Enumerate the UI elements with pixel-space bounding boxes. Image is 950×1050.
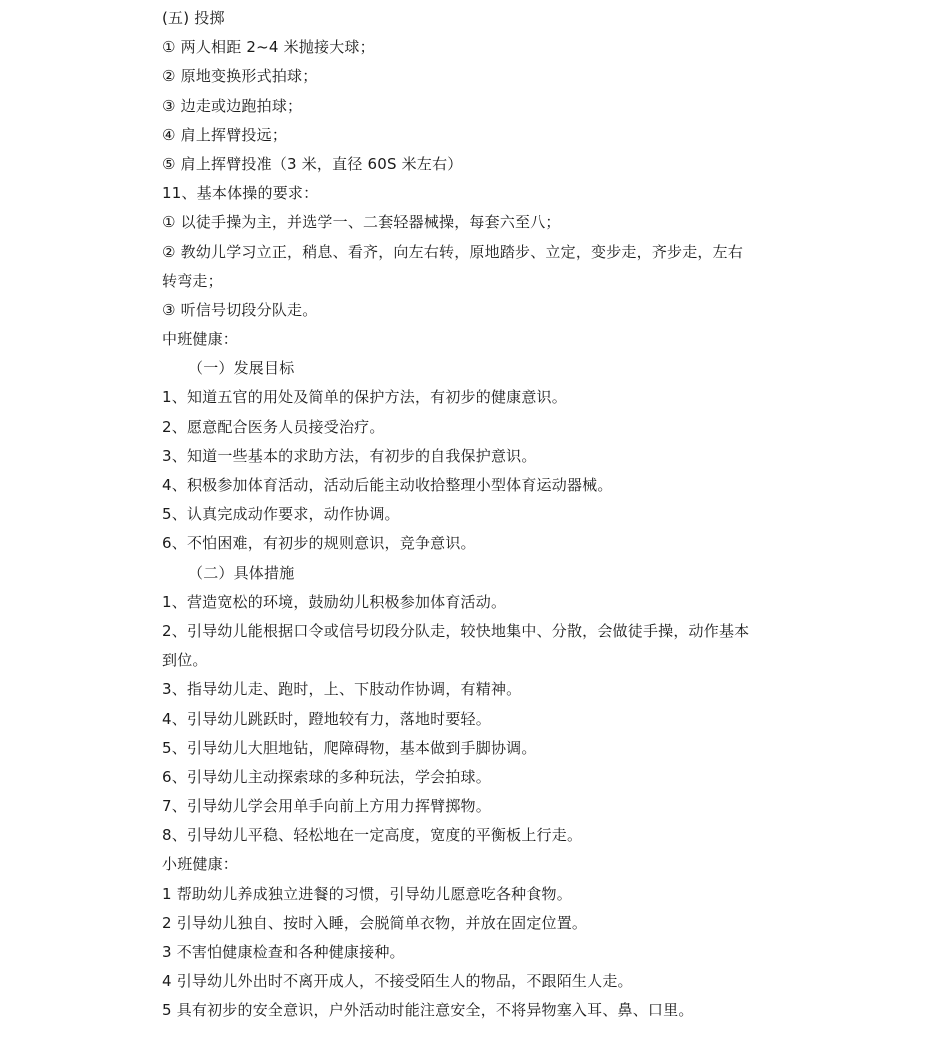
document-body <box>162 4 812 1026</box>
text-line: 4 引导幼儿外出时不离开成人，不接受陌生人的物品，不跟陌生人走。 <box>162 972 633 991</box>
text-line: ③ 听信号切段分队走。 <box>162 300 318 319</box>
text-line: 1、知道五官的用处及简单的保护方法，有初步的健康意识。 <box>162 388 567 407</box>
text-line: 2 引导幼儿独自、按时入睡，会脱简单衣物，并放在固定位置。 <box>162 913 588 932</box>
text-line: 2、引导幼儿能根据口令或信号切段分队走，较快地集中、分散，会做徒手操，动作基本 <box>162 621 750 640</box>
text-line: 8、引导幼儿平稳、轻松地在一定高度，宽度的平衡板上行走。 <box>162 826 583 845</box>
text-line: 3、知道一些基本的求助方法，有初步的自我保护意识。 <box>162 446 537 465</box>
text-line: 6、引导幼儿主动探索球的多种玩法，学会拍球。 <box>162 767 491 786</box>
text-line: (五) 投掷 <box>162 9 225 27</box>
text-line: 4、积极参加体育活动，活动后能主动收拾整理小型体育运动器械。 <box>162 476 613 494</box>
text-line: 3 不害怕健康检查和各种健康接种。 <box>162 943 405 961</box>
text-line: 6、不怕困难，有初步的规则意识，竞争意识。 <box>162 534 476 553</box>
text-line: 5、认真完成动作要求，动作协调。 <box>162 505 400 524</box>
text-line: ① 两人相距 2~4 米抛接大球； <box>162 38 375 57</box>
text-line: 小班健康： <box>162 855 239 874</box>
text-line: ⑤ 肩上挥臂投准（3 米，直径 60S 米左右） <box>162 154 463 173</box>
text-line: 11、基本体操的要求： <box>162 184 319 203</box>
text-line: 5 具有初步的安全意识，户外活动时能注意安全，不将异物塞入耳、鼻、口里。 <box>162 1001 694 1020</box>
text-line: 到位。 <box>162 651 208 670</box>
text-line: ② 教幼儿学习立正，稍息、看齐，向左右转，原地踏步、立定，变步走，齐步走，左右 <box>162 242 744 261</box>
text-line: 中班健康： <box>162 330 239 349</box>
text-line: 5、引导幼儿大胆地钻，爬障碍物，基本做到手脚协调。 <box>162 738 537 757</box>
text-line: 1、营造宽松的环境，鼓励幼儿积极参加体育活动。 <box>162 592 507 611</box>
text-line: 3、指导幼儿走、跑时，上、下肢动作协调，有精神。 <box>162 680 522 699</box>
text-line: ③ 边走或边跑拍球； <box>162 96 303 115</box>
text-line: 1 帮助幼儿养成独立进餐的习惯，引导幼儿愿意吃各种食物。 <box>162 884 572 903</box>
text-line: ④ 肩上挥臂投远； <box>162 125 288 144</box>
text-line: ② 原地变换形式拍球； <box>162 67 318 86</box>
text-line: ① 以徒手操为主，并选学一、二套轻器械操，每套六至八； <box>162 213 561 232</box>
text-line: 2、愿意配合医务人员接受治疗。 <box>162 417 385 436</box>
text-line: （二）具体措施 <box>188 563 295 582</box>
text-line: （一）发展目标 <box>188 359 295 378</box>
text-line: 7、引导幼儿学会用单手向前上方用力挥臂掷物。 <box>162 797 491 816</box>
text-line: 4、引导幼儿跳跃时，蹬地较有力，落地时要轻。 <box>162 709 491 728</box>
text-line: 转弯走； <box>162 271 223 290</box>
